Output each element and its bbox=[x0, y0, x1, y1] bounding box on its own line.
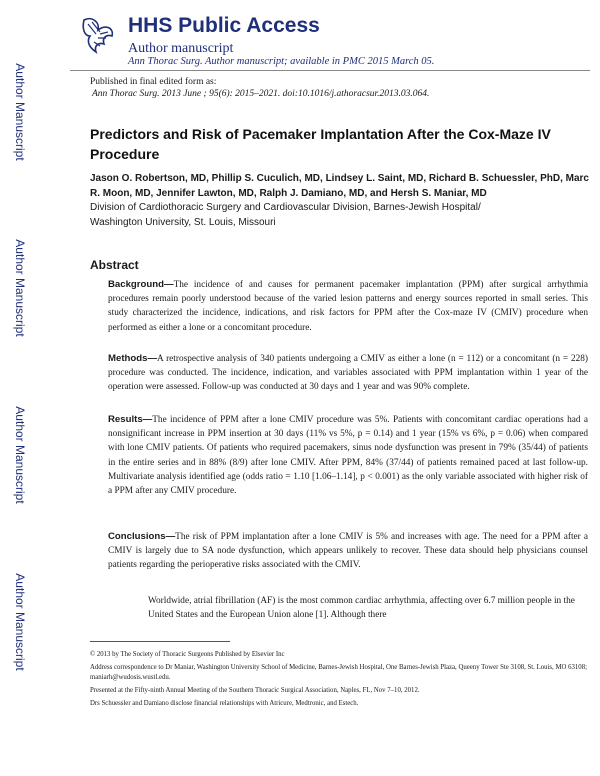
methods-label: Methods— bbox=[108, 353, 158, 364]
article-authors-block bbox=[90, 172, 590, 230]
methods-text: A retrospective analysis of 340 patients undergoing a CMIV as either a lone (n = 112) or a concomitant (n = 228) procedure was conducted. The incidence, indication, and variables associated with PPM implantation within 1 year of the operation were assessed. Follow-up was conducted at 30 days and 1 year and was 90% complete. bbox=[108, 354, 588, 393]
author-manuscript-sidebar bbox=[0, 0, 40, 776]
background-label: Background— bbox=[108, 279, 174, 290]
footnote-disclosure: Drs Schuessler and Damiano disclose financial relationships with Atricure, Medtronic, and Estech. bbox=[90, 700, 359, 707]
header-subtitle: Author manuscript bbox=[128, 41, 234, 56]
publication-line1: Published in final edited form as: bbox=[90, 77, 217, 87]
abstract-background bbox=[108, 278, 588, 335]
abstract-methods bbox=[108, 352, 588, 395]
abstract-results bbox=[108, 413, 588, 498]
article-title: Predictors and Risk of Pacemaker Implantation After the Cox-Maze IV Procedure bbox=[90, 126, 551, 162]
results-label: Results— bbox=[108, 414, 153, 425]
results-text: The incidence of PPM after a lone CMIV procedure was 5%. Patients with concomitant cardiac operations had a nonsignificant increase in PPM insertion at 30 days (11% vs 5%, p = 0.14) and 1 year (15% vs 6%, p = 0.06) when compared with lone CMIV patients. Of patients who required pacemakers, sinus node dysfunction was present in 79% (35/44) of patients in the entire series and in 88% (8/9) after lone CMIV. After PPM, 84% (37/44) of patients remained paced at last follow-up. Multivariate analysis identified age (odds ratio = 1.10 [1.06–1.14], p < 0.001) as the only variable associated with higher risk of a PPM after any CMIV procedure. bbox=[108, 415, 588, 497]
sidebar-label: Author Manuscript bbox=[13, 63, 27, 161]
abstract-conclusions bbox=[108, 530, 588, 573]
header-divider bbox=[70, 70, 590, 71]
conclusions-text: The risk of PPM implantation after a lone CMIV is 5% and increases with age. The need for a PPM after a CMIV is largely due to SA node dysfunction, which appears unlikely to recover. These data should help physicians counsel patients regarding the perioperative risks associated with the CMIV. bbox=[108, 532, 588, 571]
abstract-heading: Abstract bbox=[90, 258, 139, 272]
publication-citation: Ann Thorac Surg. 2013 June ; 95(6): 2015–2021. doi:10.1016/j.athoracsur.2013.03.064. bbox=[92, 89, 430, 99]
conclusions-label: Conclusions— bbox=[108, 531, 176, 542]
header-availability: Ann Thorac Surg. Author manuscript; available in PMC 2015 March 05. bbox=[128, 56, 435, 67]
affiliation-line2: Washington University, St. Louis, Missouri bbox=[90, 216, 276, 228]
background-text: The incidence of and causes for permanent pacemaker implantation (PPM) after surgical arrhythmia procedures remain poorly understood because of the varied lesion patterns and energy sources reported in small series. This study characterized the incidence, indications, and risk factors for PPM after the Cox-maze IV (CMIV) procedure when performed as either a lone or a concomitant procedure. bbox=[108, 280, 588, 333]
sidebar-label: Author Manuscript bbox=[13, 406, 27, 504]
sidebar-label: Author Manuscript bbox=[13, 239, 27, 337]
footnote-copyright: © 2013 by The Society of Thoracic Surgeons Published by Elsevier Inc bbox=[90, 651, 285, 658]
body-intro-paragraph: Worldwide, atrial fibrillation (AF) is the most common cardiac arrhythmia, affecting over 6.7 million people in the United States and the European Union alone [1]. Although there bbox=[148, 596, 575, 621]
sidebar-label: Author Manuscript bbox=[13, 573, 27, 671]
hhs-eagle-logo-icon bbox=[78, 12, 118, 60]
header-title: HHS Public Access bbox=[128, 14, 320, 37]
author-list: Jason O. Robertson, MD, Phillip S. Cuculich, MD, Lindsey L. Saint, MD, Richard B. Schuessler, PhD, Marc R. Moon, MD, Jennifer Lawton, MD, Ralph J. Damiano, MD, and Hersh S. Maniar, MD bbox=[90, 173, 589, 199]
footnote-address: Address correspondence to Dr Maniar, Washington University School of Medicine, Barnes-Jewish Hospital, One Barnes-Jewish Plaza, Queeny Tower Ste 3108, St. Louis, MO 63108; maniarh@wudosis.wustl.edu. bbox=[90, 664, 587, 681]
footnote-presented: Presented at the Fifty-ninth Annual Meeting of the Southern Thoracic Surgical Association, Naples, FL, Nov 7–10, 2012. bbox=[90, 687, 420, 694]
affiliation-line1: Division of Cardiothoracic Surgery and Cardiovascular Division, Barnes-Jewish Hospital/ bbox=[90, 202, 481, 213]
footnote-divider bbox=[90, 641, 230, 642]
